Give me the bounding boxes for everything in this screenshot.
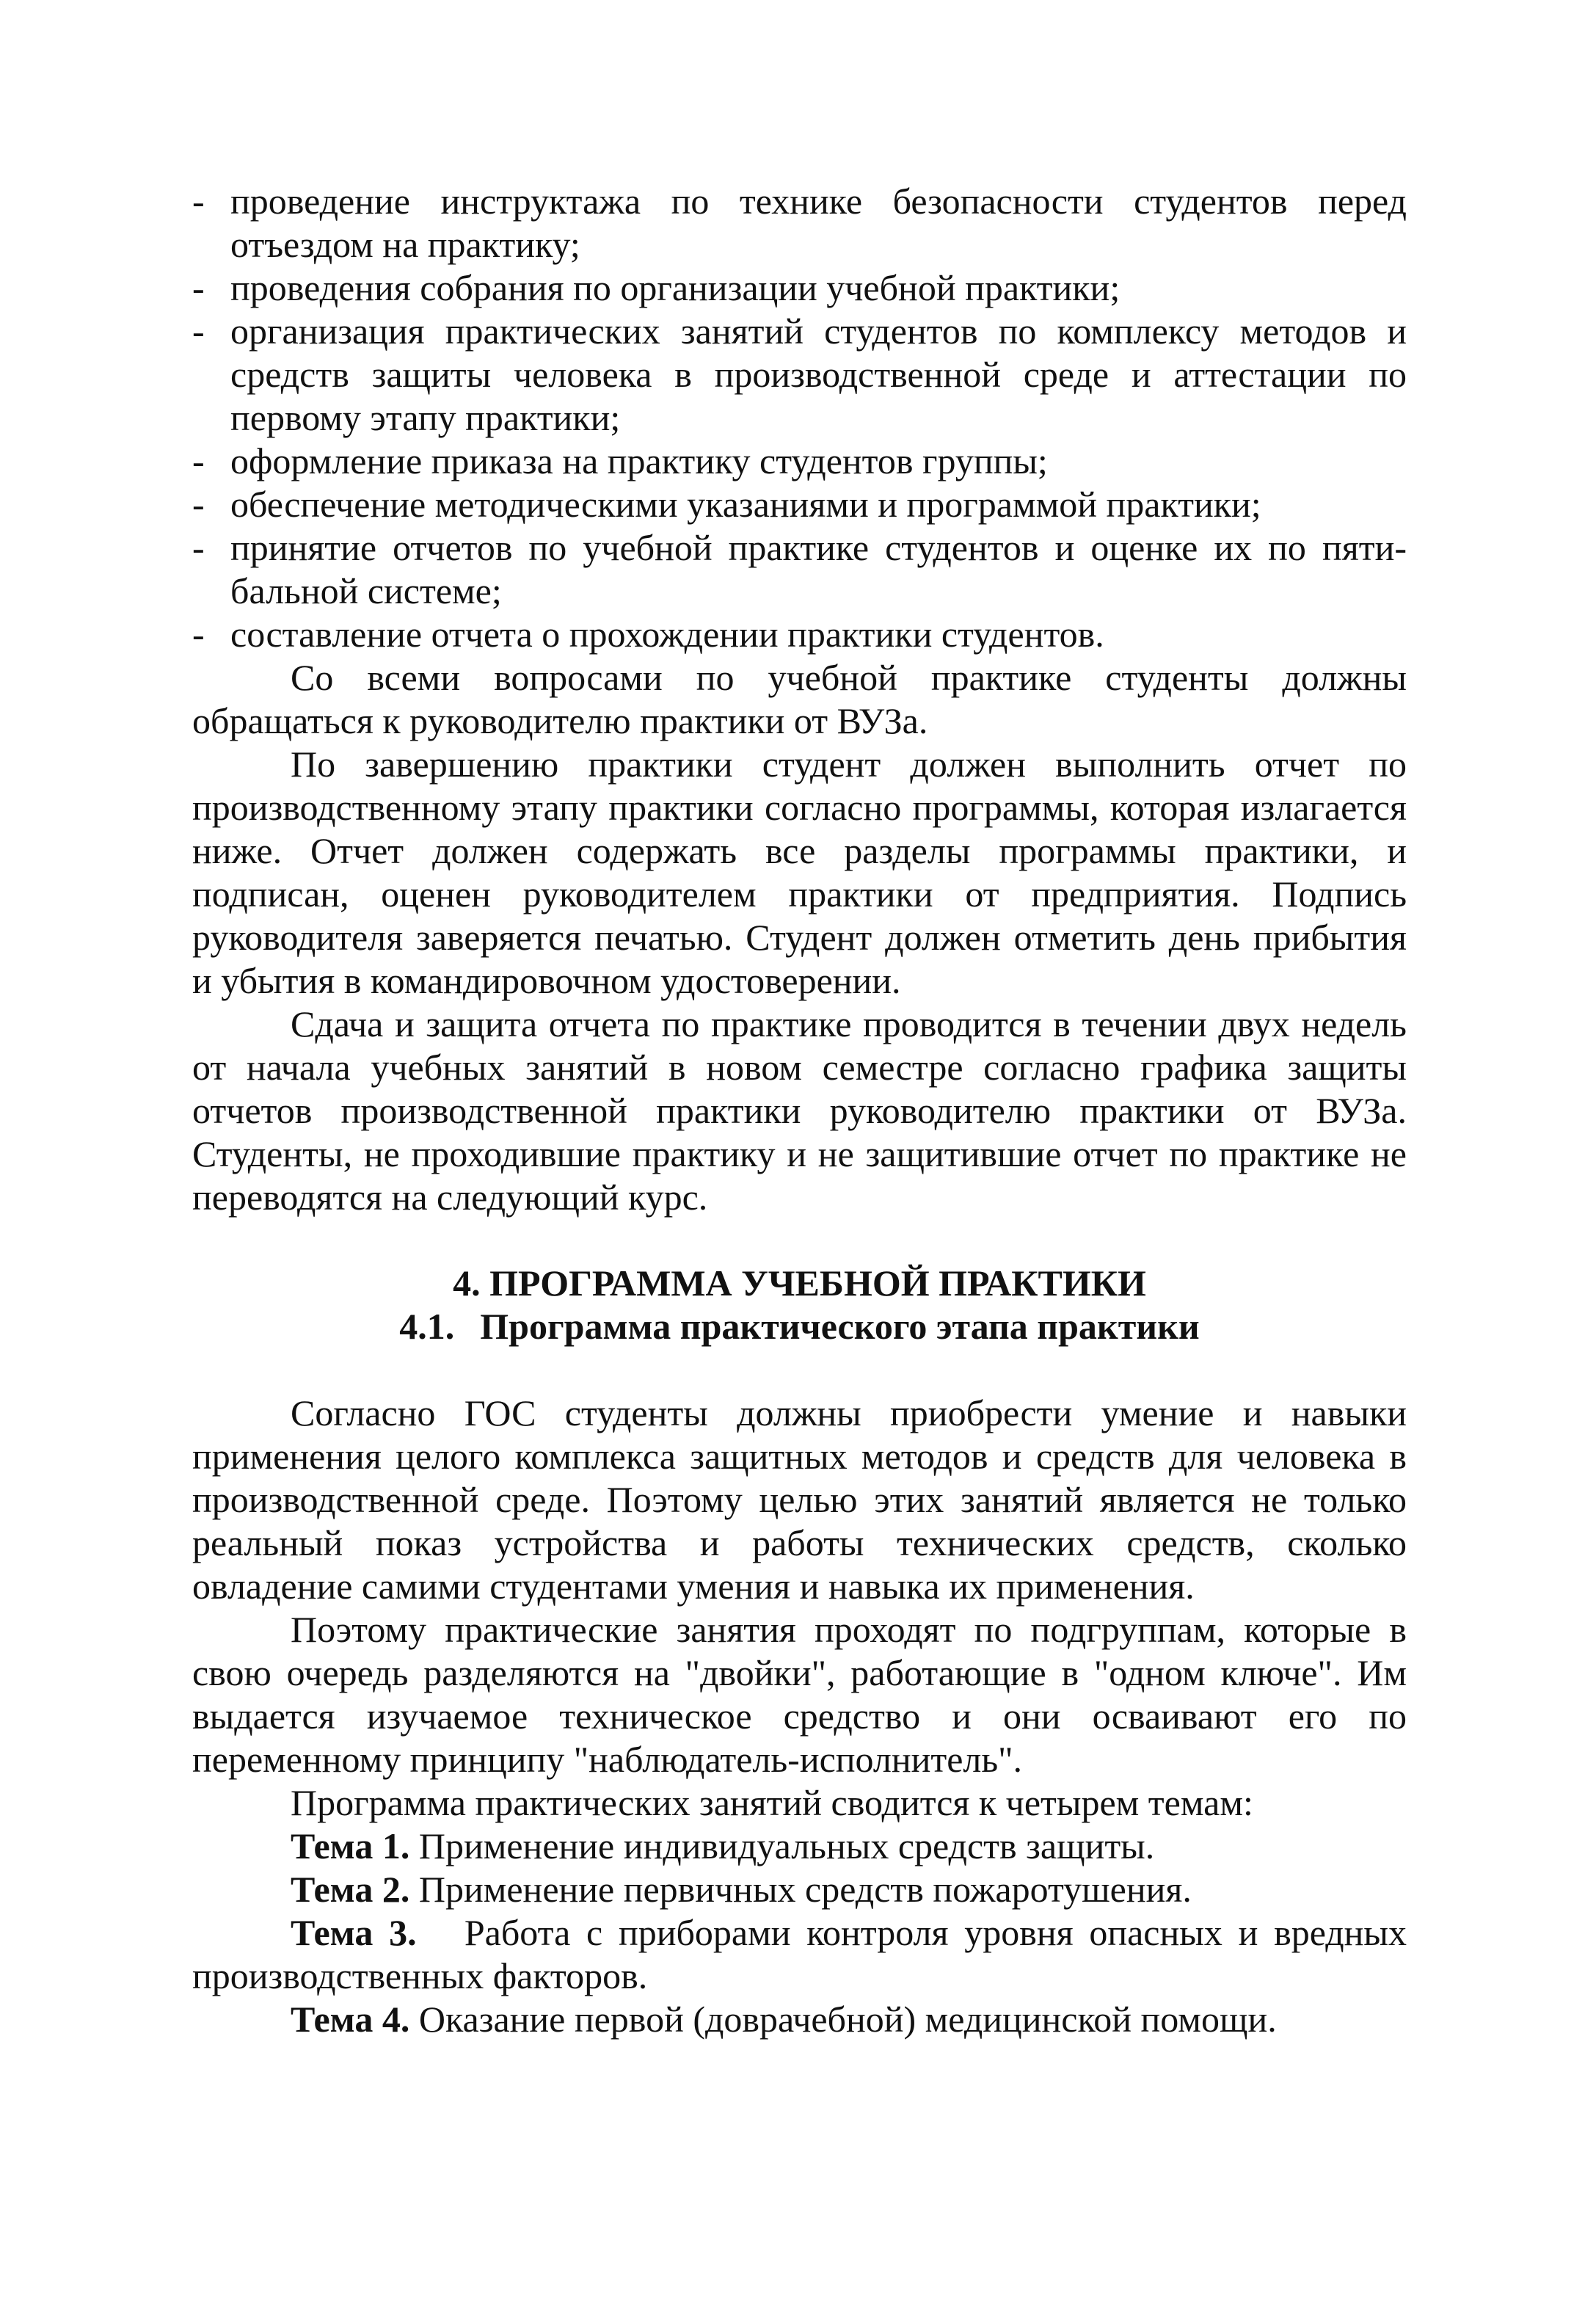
- dash-marker: -: [192, 181, 205, 222]
- list-item: - составление отчета о прохождении практики студентов.: [100, 613, 1407, 656]
- dash-marker: -: [192, 267, 205, 308]
- subsection-number: 4.1.: [399, 1306, 455, 1347]
- subsection-heading: [192, 1305, 1407, 1348]
- paragraph-report: По завершению практики студент должен выполнить отчет по производственному этапу практики согласно программы, которая излагается ниже. Отчет должен содержать все разделы программы практики, и подписан, оценен руководителем практики от предприятия. Подпись руководителя заверяется печатью. Студент должен отметить день прибытия и убытия в командировочном удостоверении.: [192, 744, 1407, 1001]
- topic-label: Тема 1.: [291, 1825, 410, 1866]
- topic-item: [192, 1868, 1407, 1911]
- topic-item: [192, 1998, 1407, 2041]
- list-item: - организация практических занятий студентов по комплексу методов и средств защиты человека в производственной среде и аттестации по первому этапу практики;: [100, 310, 1407, 440]
- dash-marker: -: [192, 614, 205, 655]
- list-item: - проведения собрания по организации учебной практики;: [100, 266, 1407, 310]
- topic-item: [192, 1825, 1407, 1868]
- list-item: - принятие отчетов по учебной практике студентов и оценке их по пяти-бальной системе;: [100, 526, 1407, 613]
- list-item: - проведение инструктажа по технике безопасности студентов перед отъездом на практику;: [100, 180, 1407, 266]
- paragraph-subgroups: Поэтому практические занятия проходят по подгруппам, которые в свою очередь разделяются на "двойки", работающие в "одном ключе". Им выдается изучаемое техническое средство и они осваивают его по переменному принципу "наблюдатель-исполнитель".: [192, 1609, 1407, 1780]
- dash-marker: -: [192, 440, 205, 481]
- topic-text: Применение индивидуальных средств защиты.: [418, 1825, 1155, 1866]
- topic-label: Тема 4.: [291, 1999, 410, 2040]
- topic-label: Тема 2.: [291, 1869, 410, 1910]
- topic-text: Оказание первой (доврачебной) медицинской помощи.: [418, 1999, 1277, 2040]
- topic-text: Работа с приборами контроля уровня опасных и вредных производственных факторов.: [192, 1912, 1407, 1996]
- list-item: - оформление приказа на практику студентов группы;: [100, 440, 1407, 483]
- paragraph-defense: Сдача и защита отчета по практике проводится в течении двух недель от начала учебных занятий в новом семестре согласно графика защиты отчетов производственной практики руководителю практики от ВУЗа. Студенты, не проходившие практику и не защитившие отчет по практике не переводятся на следующий курс.: [192, 1003, 1407, 1218]
- page-text: [192, 180, 1407, 2041]
- bullet-list: [100, 180, 1407, 656]
- topic-label: Тема 3.: [291, 1912, 417, 1953]
- subsection-title: Программа практического этапа практики: [480, 1306, 1200, 1347]
- section-heading: 4. ПРОГРАММА УЧЕБНОЙ ПРАКТИКИ: [453, 1262, 1146, 1304]
- dash-marker: -: [192, 527, 205, 568]
- paragraph-questions: Со всеми вопросами по учебной практике студенты должны обращаться к руководителю практики от ВУЗа.: [192, 657, 1407, 741]
- paragraph-gos: Согласно ГОС студенты должны приобрести умение и навыки применения целого комплекса защитных методов и средств для человека в производственной среде. Поэтому целью этих занятий является не только реальный показ устройства и работы технических средств, сколько овладение самими студентами умения и навыка их применения.: [192, 1392, 1407, 1607]
- topic-item: [192, 1911, 1407, 1998]
- dash-marker: -: [192, 310, 205, 352]
- list-item: - обеспечение методическими указаниями и программой практики;: [100, 483, 1407, 526]
- topic-text: Применение первичных средств пожаротушения.: [418, 1869, 1192, 1910]
- dash-marker: -: [192, 484, 205, 525]
- paragraph-program-intro: Программа практических занятий сводится к четырем темам:: [291, 1782, 1253, 1823]
